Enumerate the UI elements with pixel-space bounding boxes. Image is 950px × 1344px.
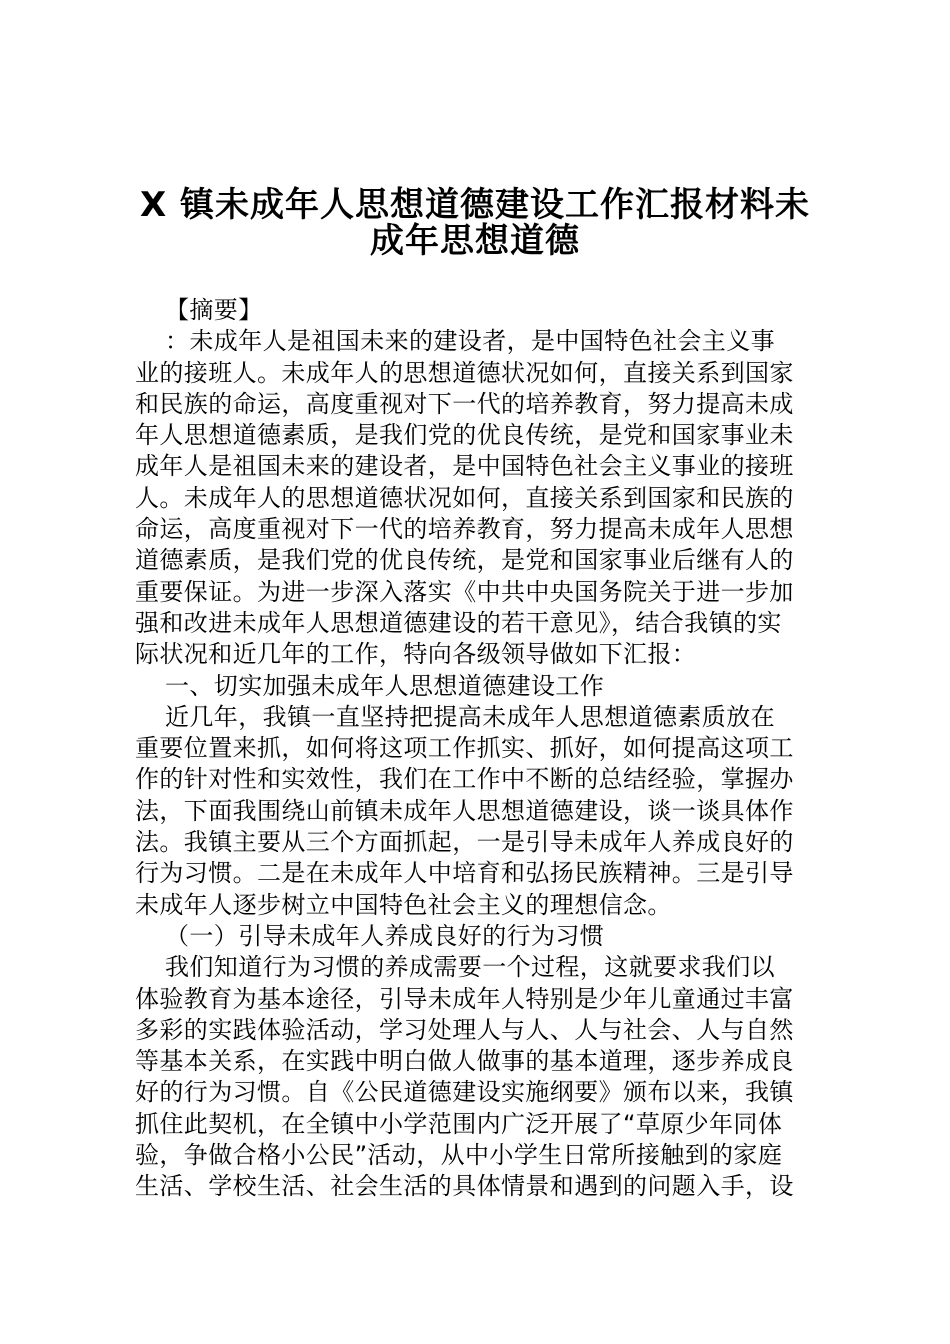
body-line: 和民族的命运，高度重视对下一代的培养教育，努力提高未成 [135, 389, 794, 418]
document-body [135, 295, 825, 1203]
body-line: 等基本关系，在实践中明白做人做事的基本道理，逐步养成良 [135, 1047, 794, 1076]
subsection-heading: （一）引导未成年人养成良好的行为习惯 [165, 921, 605, 950]
body-line: 人。未成年人的思想道德状况如何，直接关系到国家和民族的 [135, 483, 794, 512]
document-title-line-1: X 镇未成年人思想道德建设工作汇报材料未 [139, 185, 811, 225]
body-line: 好的行为习惯。自《公民道德建设实施纲要》颁布以来，我镇 [135, 1078, 794, 1107]
body-line: 未成年人逐步树立中国特色社会主义的理想信念。 [135, 890, 672, 919]
document-title-line-2: 成年思想道德 [370, 221, 580, 261]
body-line: 重要位置来抓，如何将这项工作抓实、抓好，如何提高这项工 [135, 734, 794, 763]
section-heading: 一、切实加强未成年人思想道德建设工作 [165, 671, 605, 700]
body-line: 年人思想道德素质，是我们党的优良传统，是党和国家事业未 [135, 421, 794, 450]
body-line: 强和改进未成年人思想道德建设的若干意见》，结合我镇的实 [135, 608, 782, 637]
body-line: 业的接班人。未成年人的思想道德状况如何，直接关系到国家 [135, 358, 794, 387]
body-line: 近几年，我镇一直坚持把提高未成年人思想道德素质放在 [165, 702, 775, 731]
body-line: 法，下面我围绕山前镇未成年人思想道德建设，谈一谈具体作 [135, 796, 794, 825]
body-line: ：未成年人是祖国未来的建设者，是中国特色社会主义事 [165, 327, 775, 356]
body-line: 抓住此契机，在全镇中小学范围内广泛开展了“草原少年同体 [135, 1109, 783, 1138]
body-line: 行为习惯。二是在未成年人中培育和弘扬民族精神。三是引导 [135, 859, 794, 888]
body-line: 际状况和近几年的工作，特向各级领导做如下汇报： [135, 640, 697, 669]
body-line: 命运，高度重视对下一代的培养教育，努力提高未成年人思想 [135, 515, 794, 544]
body-line: 生活、学校生活、社会生活的具体情景和遇到的问题入手，设 [135, 1172, 794, 1201]
body-line: 成年人是祖国未来的建设者，是中国特色社会主义事业的接班 [135, 452, 794, 481]
body-line: 多彩的实践体验活动，学习处理人与人、人与社会、人与自然 [135, 1015, 794, 1044]
body-line: 我们知道行为习惯的养成需要一个过程，这就要求我们以 [165, 953, 775, 982]
body-line: 体验教育为基本途径，引导未成年人特别是少年儿童通过丰富 [135, 984, 794, 1013]
body-line: 验，争做合格小公民”活动，从中小学生日常所接触到的家庭 [135, 1141, 783, 1170]
body-line: 作的针对性和实效性，我们在工作中不断的总结经验，掌握办 [135, 765, 794, 794]
body-line: 道德素质，是我们党的优良传统，是党和国家事业后继有人的 [135, 546, 794, 575]
abstract-heading: 【摘要】 [165, 296, 263, 324]
body-line: 法。我镇主要从三个方面抓起，一是引导未成年人养成良好的 [135, 828, 794, 857]
body-line: 重要保证。为进一步深入落实《中共中央国务院关于进一步加 [135, 577, 794, 606]
